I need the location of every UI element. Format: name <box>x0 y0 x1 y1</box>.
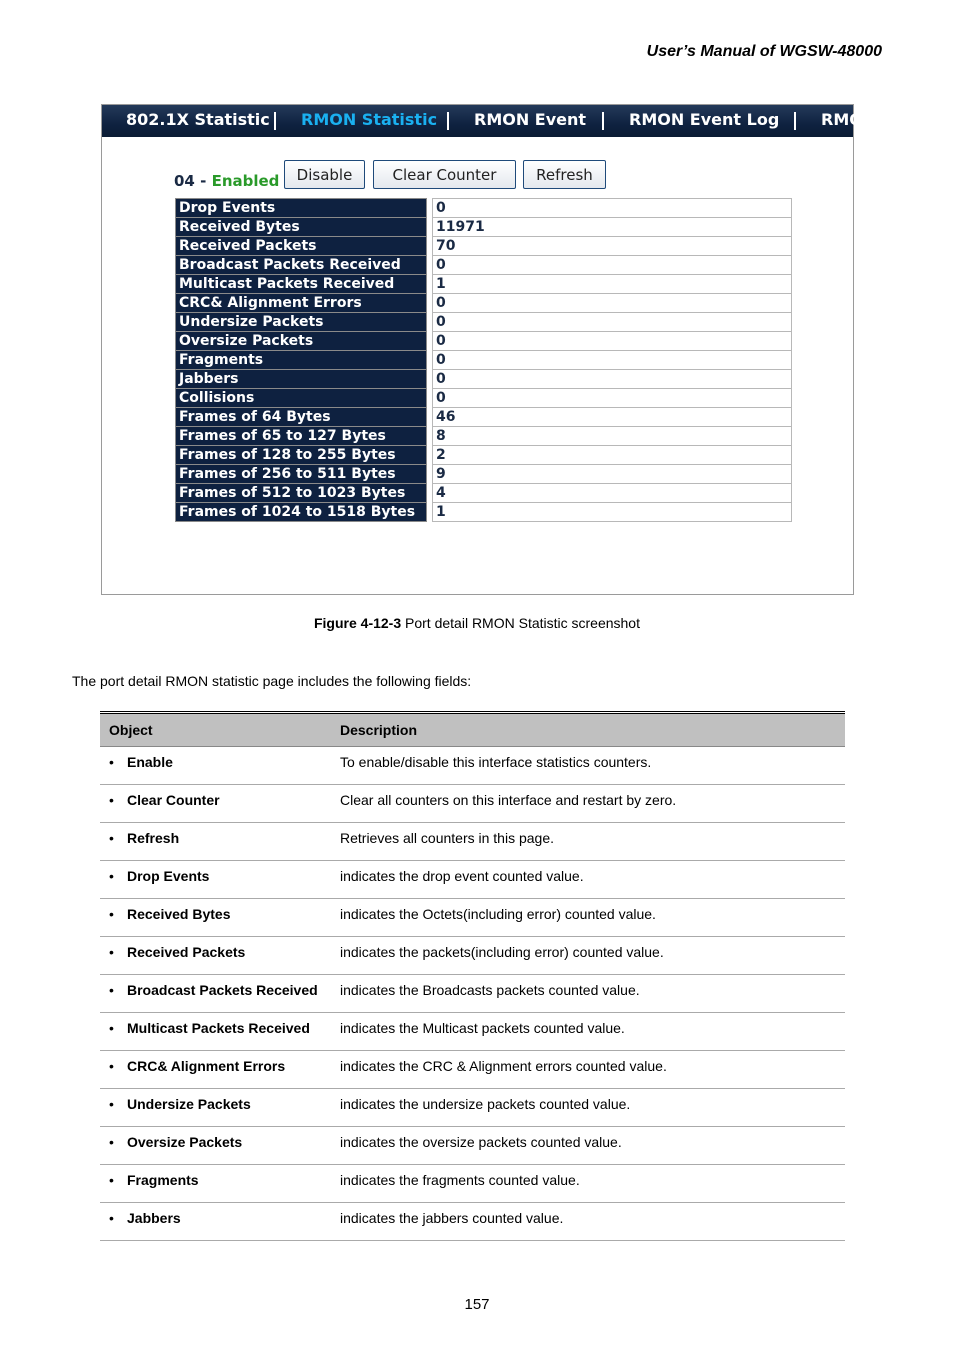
field-object-name: Jabbers <box>127 1210 181 1226</box>
stat-label: Jabbers <box>176 370 427 389</box>
bullet-icon: • <box>109 1096 114 1112</box>
field-description: indicates the oversize packets counted value. <box>331 1127 845 1165</box>
stat-label: Received Bytes <box>176 218 427 237</box>
stat-label: Frames of 128 to 255 Bytes <box>176 446 427 465</box>
stat-row <box>176 313 792 332</box>
field-row <box>100 1089 845 1127</box>
field-description: To enable/disable this interface statistics counters. <box>331 747 845 785</box>
tab-separator <box>794 112 796 130</box>
stat-label: Drop Events <box>176 199 427 218</box>
bullet-icon: • <box>109 792 114 808</box>
stat-label: Frames of 65 to 127 Bytes <box>176 427 427 446</box>
stat-value: 1 <box>433 275 792 294</box>
stat-value: 4 <box>433 484 792 503</box>
field-row <box>100 785 845 823</box>
stat-label: Broadcast Packets Received <box>176 256 427 275</box>
stat-row <box>176 389 792 408</box>
stat-value: 11971 <box>433 218 792 237</box>
stat-row <box>176 256 792 275</box>
field-object <box>100 937 331 975</box>
field-object <box>100 1051 331 1089</box>
bullet-icon: • <box>109 982 114 998</box>
tab-rmon-cut[interactable]: RMO <box>821 110 863 129</box>
stat-row <box>176 408 792 427</box>
field-row <box>100 1051 845 1089</box>
stat-row <box>176 218 792 237</box>
bullet-icon: • <box>109 868 114 884</box>
field-object-name: Broadcast Packets Received <box>127 982 318 998</box>
tab-rmon-event-log[interactable]: RMON Event Log <box>629 110 780 129</box>
figure-caption <box>0 615 954 631</box>
disable-button[interactable]: Disable <box>284 160 365 189</box>
tab-8021x-statistic[interactable]: 802.1X Statistic <box>126 110 270 129</box>
tab-rmon-statistic[interactable]: RMON Statistic <box>301 110 438 129</box>
figure-id: Figure 4-12-3 <box>313 615 402 631</box>
page-number: 157 <box>464 1296 490 1313</box>
field-description: indicates the fragments counted value. <box>331 1165 845 1203</box>
stat-label: Multicast Packets Received <box>176 275 427 294</box>
field-description: indicates the drop event counted value. <box>331 861 845 899</box>
stat-label: Frames of 64 Bytes <box>176 408 427 427</box>
field-object <box>100 1165 331 1203</box>
field-row <box>100 975 845 1013</box>
object-column-header: Object <box>100 713 331 747</box>
field-object <box>100 1127 331 1165</box>
field-row <box>100 1203 845 1241</box>
field-object <box>100 785 331 823</box>
field-object <box>100 1089 331 1127</box>
stat-label: Frames of 1024 to 1518 Bytes <box>176 503 427 522</box>
manual-title: User’s Manual of WGSW-48000 <box>646 43 882 60</box>
refresh-button[interactable]: Refresh <box>523 160 606 189</box>
bullet-icon: • <box>109 1020 114 1036</box>
field-row <box>100 1127 845 1165</box>
fields-table <box>100 711 845 1241</box>
field-object-name: Drop Events <box>127 868 210 884</box>
field-object-name: Fragments <box>127 1172 199 1188</box>
field-description: indicates the Octets(including error) counted value. <box>331 899 845 937</box>
stat-label: Frames of 512 to 1023 Bytes <box>176 484 427 503</box>
bullet-icon: • <box>109 830 114 846</box>
field-object-name: Clear Counter <box>127 792 220 808</box>
stat-label: Fragments <box>176 351 427 370</box>
stat-label: CRC& Alignment Errors <box>176 294 427 313</box>
field-row <box>100 937 845 975</box>
clear-counter-button[interactable]: Clear Counter <box>373 160 516 189</box>
field-description: indicates the CRC & Alignment errors counted value. <box>331 1051 845 1089</box>
bullet-icon: • <box>109 1210 114 1226</box>
field-row <box>100 1013 845 1051</box>
description-column-header: Description <box>331 713 845 747</box>
port-status-label <box>174 172 279 190</box>
intro-text: The port detail RMON statistic page includes the following fields: <box>72 673 472 689</box>
stat-row <box>176 294 792 313</box>
stat-row <box>176 503 792 522</box>
field-object-name: Received Bytes <box>127 906 231 922</box>
bullet-icon: • <box>109 1134 114 1150</box>
fields-header-row <box>100 713 845 747</box>
field-row <box>100 747 845 785</box>
field-object-name: Oversize Packets <box>127 1134 243 1150</box>
field-description: Retrieves all counters in this page. <box>331 823 845 861</box>
stat-label: Frames of 256 to 511 Bytes <box>176 465 427 484</box>
stat-value: 2 <box>433 446 792 465</box>
port-separator: - <box>200 172 207 190</box>
tab-bar <box>102 105 863 137</box>
field-description: indicates the undersize packets counted value. <box>331 1089 845 1127</box>
field-description: indicates the Broadcasts packets counted value. <box>331 975 845 1013</box>
stat-row <box>176 446 792 465</box>
field-object <box>100 1013 331 1051</box>
bullet-icon: • <box>109 1058 114 1074</box>
stat-label: Oversize Packets <box>176 332 427 351</box>
stat-row <box>176 484 792 503</box>
stat-value: 0 <box>433 313 792 332</box>
stat-row <box>176 351 792 370</box>
bullet-icon: • <box>109 1172 114 1188</box>
stat-row <box>176 427 792 446</box>
field-row <box>100 861 845 899</box>
bullet-icon: • <box>109 754 114 770</box>
stat-value: 9 <box>433 465 792 484</box>
field-object <box>100 861 331 899</box>
stat-label: Received Packets <box>176 237 427 256</box>
stat-row <box>176 199 792 218</box>
stat-value: 0 <box>433 332 792 351</box>
field-description: indicates the packets(including error) counted value. <box>331 937 845 975</box>
stat-row <box>176 370 792 389</box>
stat-row <box>176 237 792 256</box>
port-enabled-status: Enabled <box>211 172 280 190</box>
field-object <box>100 747 331 785</box>
rmon-screenshot <box>101 104 863 595</box>
tab-rmon-event[interactable]: RMON Event <box>474 110 587 129</box>
field-object-name: Enable <box>127 754 173 770</box>
stat-value: 0 <box>433 199 792 218</box>
stat-value: 0 <box>433 294 792 313</box>
tab-separator <box>602 112 604 130</box>
field-object <box>100 975 331 1013</box>
field-description: Clear all counters on this interface and restart by zero. <box>331 785 845 823</box>
stat-value: 0 <box>433 370 792 389</box>
rmon-statistic-table <box>175 198 792 522</box>
field-object-name: Undersize Packets <box>127 1096 251 1112</box>
stat-row <box>176 465 792 484</box>
stat-value: 0 <box>433 389 792 408</box>
field-object-name: CRC& Alignment Errors <box>127 1058 286 1074</box>
stat-row <box>176 275 792 294</box>
figure-text: Port detail RMON Statistic screenshot <box>401 615 640 631</box>
stat-value: 70 <box>433 237 792 256</box>
port-number: 04 <box>174 172 195 190</box>
field-row <box>100 823 845 861</box>
stat-value: 0 <box>433 351 792 370</box>
field-row <box>100 899 845 937</box>
field-description: indicates the jabbers counted value. <box>331 1203 845 1241</box>
field-object <box>100 899 331 937</box>
tab-separator <box>447 112 449 130</box>
stat-value: 46 <box>433 408 792 427</box>
field-object <box>100 1203 331 1241</box>
field-description: indicates the Multicast packets counted value. <box>331 1013 845 1051</box>
stat-label: Collisions <box>176 389 427 408</box>
stat-row <box>176 332 792 351</box>
stat-value: 1 <box>433 503 792 522</box>
field-object-name: Refresh <box>127 830 180 846</box>
field-object-name: Multicast Packets Received <box>127 1020 310 1036</box>
stat-label: Undersize Packets <box>176 313 427 332</box>
field-object <box>100 823 331 861</box>
field-row <box>100 1165 845 1203</box>
stat-value: 0 <box>433 256 792 275</box>
field-object-name: Received Packets <box>127 944 246 960</box>
stat-value: 8 <box>433 427 792 446</box>
bullet-icon: • <box>109 944 114 960</box>
bullet-icon: • <box>109 906 114 922</box>
tab-separator <box>274 112 276 130</box>
